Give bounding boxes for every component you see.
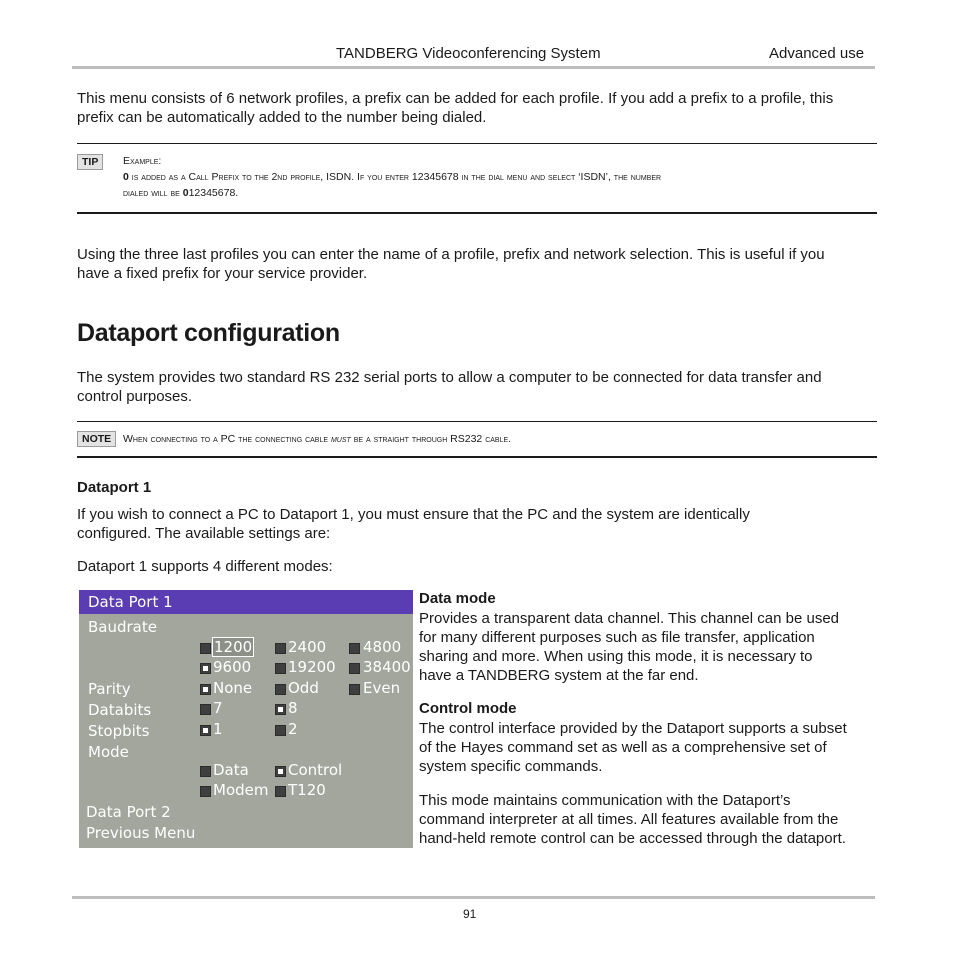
option-mode-modem[interactable]: Modem: [213, 781, 269, 799]
checkbox-even[interactable]: [349, 684, 360, 695]
option-even[interactable]: Even: [363, 679, 401, 697]
profiles-paragraph: [77, 245, 825, 283]
tip-line-1: 0 is added as a Call Prefix to the 2nd profile, ISDN. If you enter 12345678 in the dial menu and select ‘ISDN’, the number: [123, 171, 662, 183]
dataport1-line-2: configured. The available settings are:: [77, 525, 331, 542]
checkbox-2400[interactable]: [275, 643, 286, 654]
note-top-rule: [77, 421, 877, 422]
checkbox-databits-7[interactable]: [200, 704, 211, 715]
tip-line-2: dialed will be 012345678.: [123, 187, 239, 199]
profiles-line-2: have a fixed prefix for your service provider.: [77, 265, 368, 282]
control-mode-line-3: system specific commands.: [419, 758, 603, 775]
option-databits-8[interactable]: 8: [288, 699, 298, 717]
option-mode-t120[interactable]: T120: [288, 781, 326, 799]
checkbox-odd[interactable]: [275, 684, 286, 695]
dataport-paragraph: [77, 368, 822, 406]
maintain-line-3: hand-held remote control can be accessed through the dataport.: [419, 830, 846, 847]
tip-heading: Example:: [123, 155, 162, 167]
data-mode-line-2: for many different purposes such as file transfer, application: [419, 629, 815, 646]
header-rule: [72, 66, 875, 69]
control-mode-heading: Control mode: [419, 700, 517, 717]
data-mode-line-4: have a TANDBERG system at the far end.: [419, 667, 699, 684]
menu-label-stopbits[interactable]: Stopbits: [88, 722, 150, 740]
dataport-line-2: control purposes.: [77, 388, 193, 405]
checkbox-mode-control[interactable]: [275, 766, 286, 777]
checkbox-stopbits-1[interactable]: [200, 725, 211, 736]
option-odd[interactable]: Odd: [288, 679, 319, 697]
running-header-section: Advanced use: [769, 45, 865, 62]
option-9600[interactable]: 9600: [213, 658, 252, 676]
dataport1-heading: Dataport 1: [77, 479, 152, 496]
menu-label-baudrate[interactable]: Baudrate: [88, 618, 157, 636]
checkbox-19200[interactable]: [275, 663, 286, 674]
section-title: Dataport configuration: [77, 319, 340, 347]
intro-line-2: prefix can be automatically added to the number being dialed.: [77, 109, 487, 126]
data-mode-text: [419, 609, 839, 685]
checkbox-mode-modem[interactable]: [200, 786, 211, 797]
maintain-line-1: This mode maintains communication with the Dataport’s: [419, 792, 791, 809]
checkbox-4800[interactable]: [349, 643, 360, 654]
option-mode-control[interactable]: Control: [288, 761, 343, 779]
data-mode-line-1: Provides a transparent data channel. This channel can be used: [419, 610, 839, 627]
control-mode-line-2: of the Hayes command set as well as a comprehensive set of: [419, 739, 827, 756]
note-bottom-rule: [77, 456, 877, 458]
running-header-title: TANDBERG Videoconferencing System: [336, 45, 601, 62]
option-38400[interactable]: 38400: [363, 658, 411, 676]
checkbox-databits-8[interactable]: [275, 704, 286, 715]
dataport1-line-1: If you wish to connect a PC to Dataport 1, you must ensure that the PC and the system are identically: [77, 506, 750, 523]
note-tag: NOTE: [77, 431, 116, 447]
tip-content: [123, 153, 661, 201]
checkbox-mode-t120[interactable]: [275, 786, 286, 797]
option-none[interactable]: None: [213, 679, 253, 697]
checkbox-mode-data[interactable]: [200, 766, 211, 777]
footer-rule: [72, 896, 875, 899]
control-mode-line-1: The control interface provided by the Dataport supports a subset: [419, 720, 847, 737]
checkbox-1200[interactable]: [200, 643, 211, 654]
intro-paragraph: [77, 89, 833, 127]
checkbox-stopbits-2[interactable]: [275, 725, 286, 736]
tip-top-rule: [77, 143, 877, 144]
checkbox-none[interactable]: [200, 684, 211, 695]
tip-bottom-rule: [77, 212, 877, 214]
checkbox-38400[interactable]: [349, 663, 360, 674]
data-mode-heading: Data mode: [419, 590, 496, 607]
menu-item-data-port-2[interactable]: Data Port 2: [86, 803, 171, 821]
option-2400[interactable]: 2400: [288, 638, 327, 656]
control-mode-text: [419, 719, 847, 776]
maintain-mode-text: [419, 791, 846, 848]
option-stopbits-2[interactable]: 2: [288, 720, 298, 738]
option-databits-7[interactable]: 7: [213, 699, 223, 717]
option-19200[interactable]: 19200: [288, 658, 336, 676]
menu-title: Data Port 1: [88, 593, 173, 611]
checkbox-9600[interactable]: [200, 663, 211, 674]
menu-label-mode[interactable]: Mode: [88, 743, 129, 761]
menu-label-parity[interactable]: Parity: [88, 680, 131, 698]
maintain-line-2: command interpreter at all times. All features available from the: [419, 811, 839, 828]
dataport1-paragraph: [77, 505, 750, 543]
data-mode-line-3: sharing and more. When using this mode, it is necessary to: [419, 648, 813, 665]
menu-label-databits[interactable]: Databits: [88, 701, 152, 719]
note-text: When connecting to a PC the connecting cable must be a straight through RS232 cable.: [123, 433, 512, 445]
intro-line-1: This menu consists of 6 network profiles, a prefix can be added for each profile. If you add a prefix to a profile, this: [77, 90, 834, 107]
dataport-line-1: The system provides two standard RS 232 serial ports to allow a computer to be connected for data transfer and: [77, 369, 822, 386]
dataport1-modes-line: Dataport 1 supports 4 different modes:: [77, 558, 333, 575]
tip-tag: TIP: [77, 154, 103, 170]
page-number: 91: [463, 907, 477, 921]
option-1200[interactable]: 1200: [214, 638, 253, 656]
option-4800[interactable]: 4800: [363, 638, 402, 656]
dataport-menu-screenshot: [79, 590, 413, 848]
option-stopbits-1[interactable]: 1: [213, 720, 223, 738]
menu-item-previous-menu[interactable]: Previous Menu: [86, 824, 196, 842]
profiles-line-1: Using the three last profiles you can enter the name of a profile, prefix and network selection. This is useful if you: [77, 246, 825, 263]
option-mode-data[interactable]: Data: [213, 761, 249, 779]
